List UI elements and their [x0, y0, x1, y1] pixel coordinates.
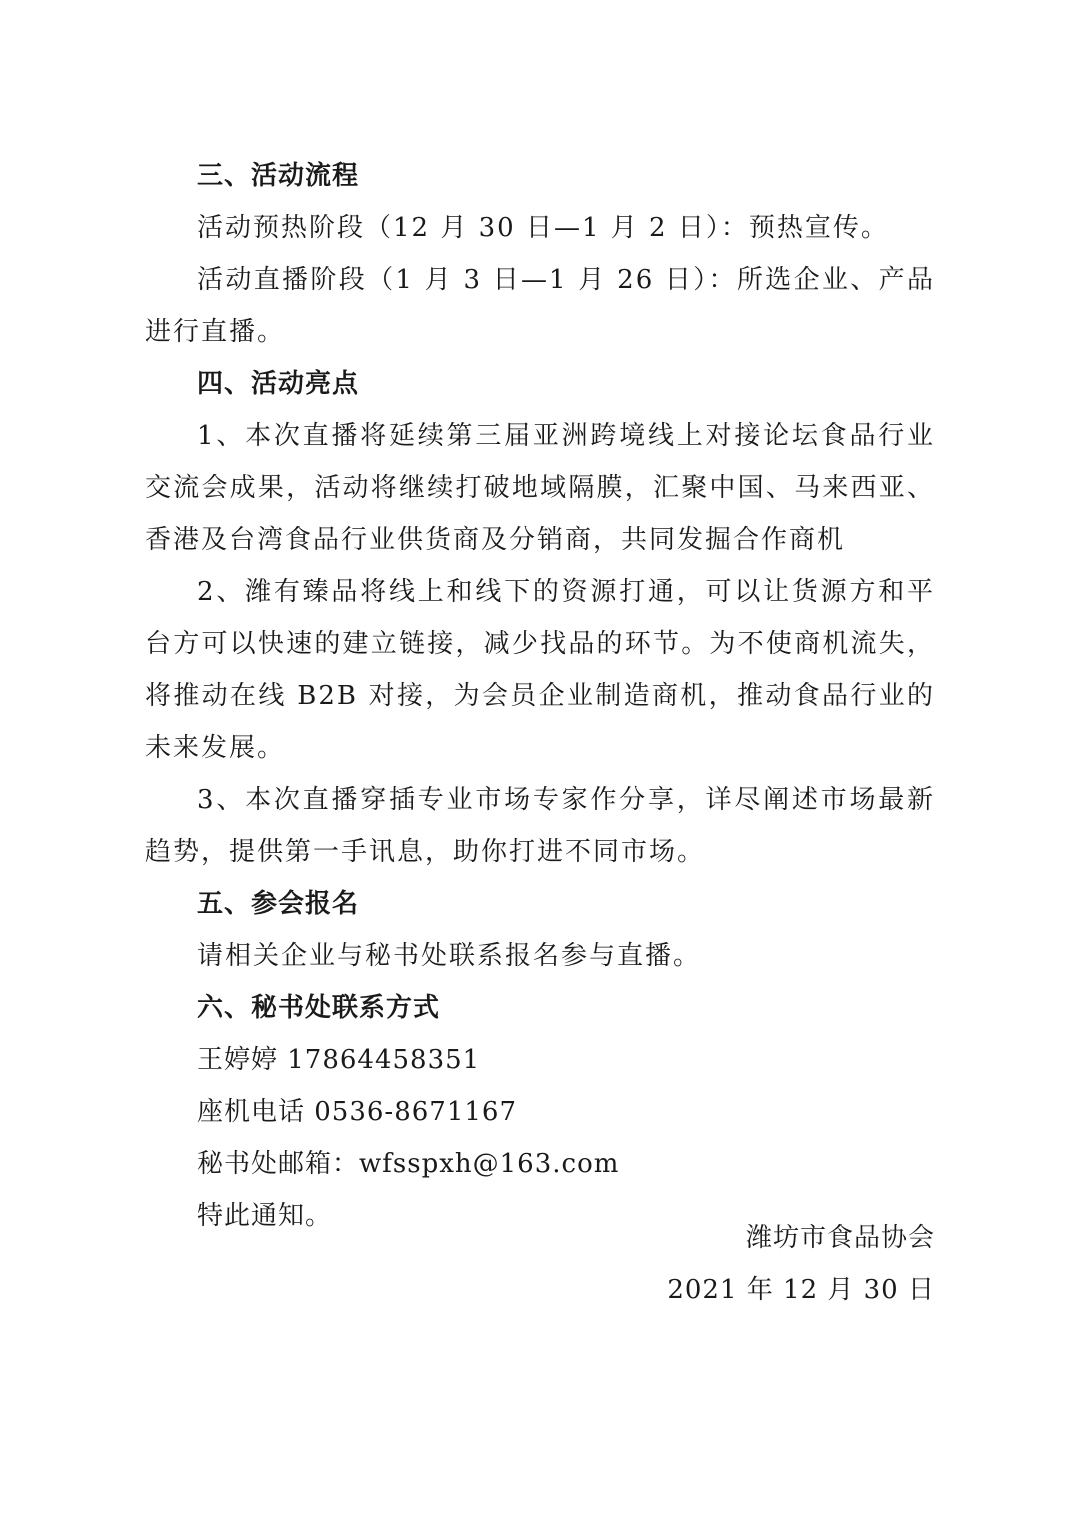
closing-notice: 特此通知。 — [197, 1201, 333, 1231]
section-heading-contact: 六、秘书处联系方式 — [197, 993, 441, 1023]
section-heading-process: 三、活动流程 — [197, 161, 360, 191]
section-heading-registration: 五、参会报名 — [197, 889, 360, 919]
contact-email: 秘书处邮箱：wfsspxh@163.com — [197, 1149, 620, 1179]
contact-landline: 座机电话 0536-8671167 — [197, 1097, 518, 1127]
section-heading-highlights: 四、活动亮点 — [197, 369, 360, 399]
paragraph-highlight-1: 1、本次直播将延续第三届亚洲跨境线上对接论坛食品行业交流会成果，活动将继续打破地域隔膜，汇聚中国、马来西亚、香港及台湾食品行业供货商及分销商，共同发掘合作商机 — [145, 421, 935, 555]
signature-organization: 潍坊市食品协会 — [745, 1223, 935, 1253]
paragraph-registration: 请相关企业与秘书处联系报名参与直播。 — [197, 941, 702, 971]
paragraph-live-stage: 活动直播阶段（1 月 3 日—1 月 26 日）：所选企业、产品进行直播。 — [145, 265, 935, 347]
paragraph-warmup-stage: 活动预热阶段（12 月 30 日—1 月 2 日）：预热宣传。 — [197, 213, 889, 243]
document-body — [145, 150, 935, 1242]
paragraph-highlight-3: 3、本次直播穿插专业市场专家作分享，详尽阐述市场最新趋势，提供第一手讯息，助你打进不同市场。 — [145, 785, 935, 867]
paragraph-highlight-2: 2、潍有臻品将线上和线下的资源打通，可以让货源方和平台方可以快速的建立链接，减少找品的环节。为不使商机流失，将推动在线 B2B 对接，为会员企业制造商机，推动食品行业的未来发展。 — [145, 577, 935, 763]
signature-date: 2021 年 12 月 30 日 — [667, 1275, 935, 1305]
contact-name-phone: 王婷婷 17864458351 — [197, 1045, 481, 1075]
